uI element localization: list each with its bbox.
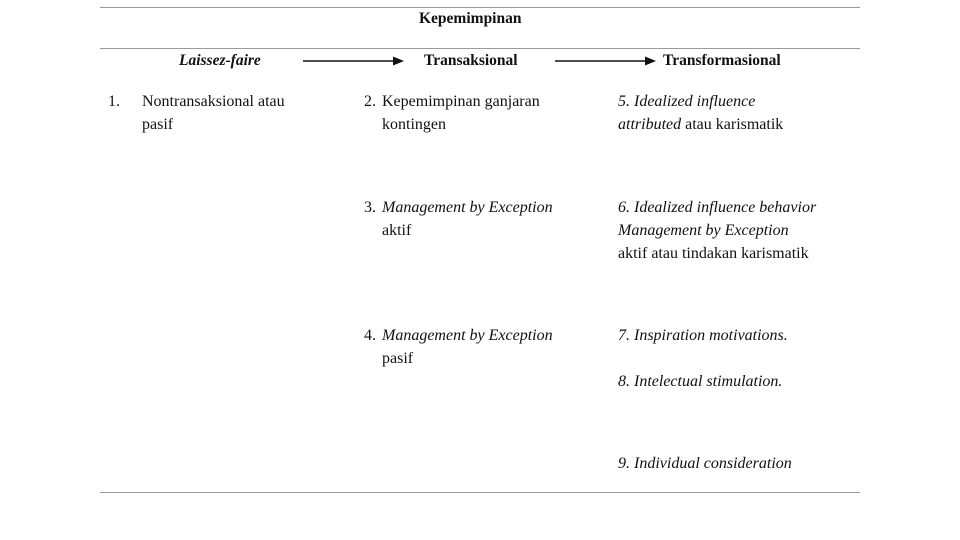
- arrow-right-icon: [555, 55, 657, 67]
- item-5-italic-term: attributed: [618, 116, 682, 133]
- item-2-line-1: Kepemimpinan ganjaran: [382, 93, 540, 110]
- item-1-number: 1.: [108, 93, 120, 110]
- item-2-line-2: kontingen: [382, 116, 446, 133]
- item-7: 7. Inspiration motivations.: [618, 327, 788, 344]
- item-6-line-1: 6. Idealized influence behavior: [618, 199, 817, 216]
- item-4-line-1: Management by Exception: [382, 327, 553, 344]
- item-8: 8. Intelectual stimulation.: [618, 373, 783, 390]
- item-1-line-2: pasif: [142, 116, 174, 133]
- item-3-line-1: Management by Exception: [382, 199, 553, 216]
- item-4-number: 4.: [364, 327, 376, 344]
- item-6-line-2: Management by Exception: [618, 222, 789, 239]
- item-5-line-1: 5. Idealized influence: [618, 93, 756, 110]
- header-transformasional: Transformasional: [663, 52, 781, 69]
- item-3-number: 3.: [364, 199, 376, 216]
- arrow-right-icon: [303, 55, 405, 67]
- item-9: 9. Individual consideration: [618, 455, 792, 472]
- header-laissez-faire: Laissez-faire: [179, 52, 261, 69]
- table-title: Kepemimpinan: [419, 10, 522, 27]
- item-2-number: 2.: [364, 93, 376, 110]
- item-6-line-3: aktif atau tindakan karismatik: [618, 245, 809, 262]
- item-5-line-2: [618, 113, 783, 136]
- item-1-line-1: Nontransaksional atau: [142, 93, 285, 110]
- table-bottom-rule: [100, 492, 860, 493]
- header-transaksional: Transaksional: [424, 52, 518, 69]
- item-4-line-2: pasif: [382, 350, 414, 367]
- item-3-line-2: aktif: [382, 222, 412, 239]
- item-5-suffix: atau karismatik: [681, 116, 784, 133]
